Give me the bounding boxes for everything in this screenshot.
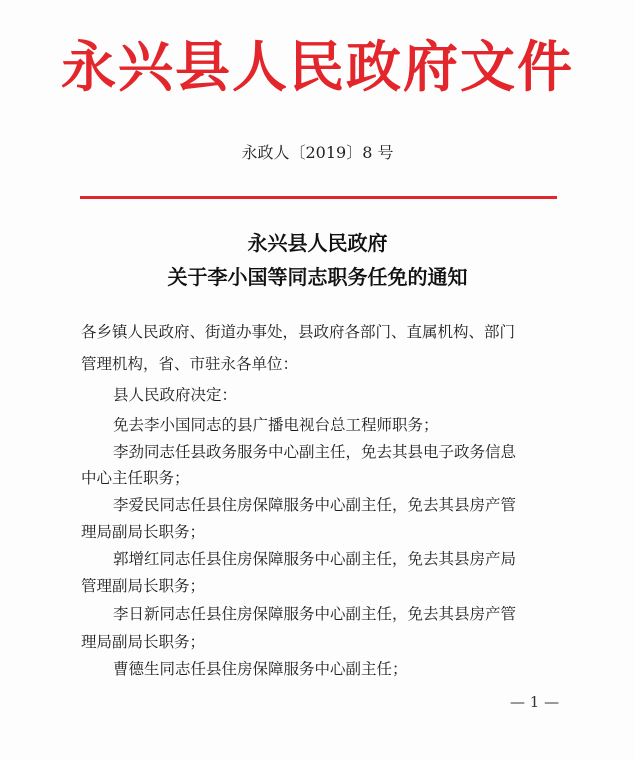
body-line: 李日新同志任县住房保障服务中心副主任，免去其县房产管 [113, 605, 517, 623]
page-number: — 1 — [510, 693, 560, 711]
body-line: 理局副局长职务； [81, 633, 206, 651]
body-line: 免去李小国同志的县广播电视台总工程师职务； [113, 416, 439, 434]
red-divider-line [80, 196, 557, 199]
body-line: 曹德生同志任县住房保障服务中心副主任； [113, 660, 408, 678]
body-line: 管理副局长职务； [81, 577, 206, 595]
body-line: 李爱民同志任县住房保障服务中心副主任，免去其县房产管 [113, 496, 517, 514]
body-line: 县人民政府决定： [113, 386, 238, 404]
body-line: 中心主任职务； [81, 469, 190, 487]
document-header-title: 永兴县人民政府文件 [60, 34, 574, 99]
body-line: 李劲同志任县政务服务中心副主任，免去其县电子政务信息 [113, 443, 517, 461]
body-line: 理局副局长职务； [81, 523, 206, 541]
notice-title-line-1: 永兴县人民政府 [247, 231, 388, 255]
body-line: 管理机构，省、市驻永各单位： [81, 355, 299, 373]
body-line: 各乡镇人民政府、街道办事处，县政府各部门、直属机构、部门 [81, 323, 516, 341]
notice-title-line-2: 关于李小国等同志职务任免的通知 [167, 265, 468, 289]
body-line: 郭增红同志任县住房保障服务中心副主任，免去其县房产局 [113, 550, 517, 568]
document-number: 永政人〔2019〕8 号 [241, 143, 394, 162]
